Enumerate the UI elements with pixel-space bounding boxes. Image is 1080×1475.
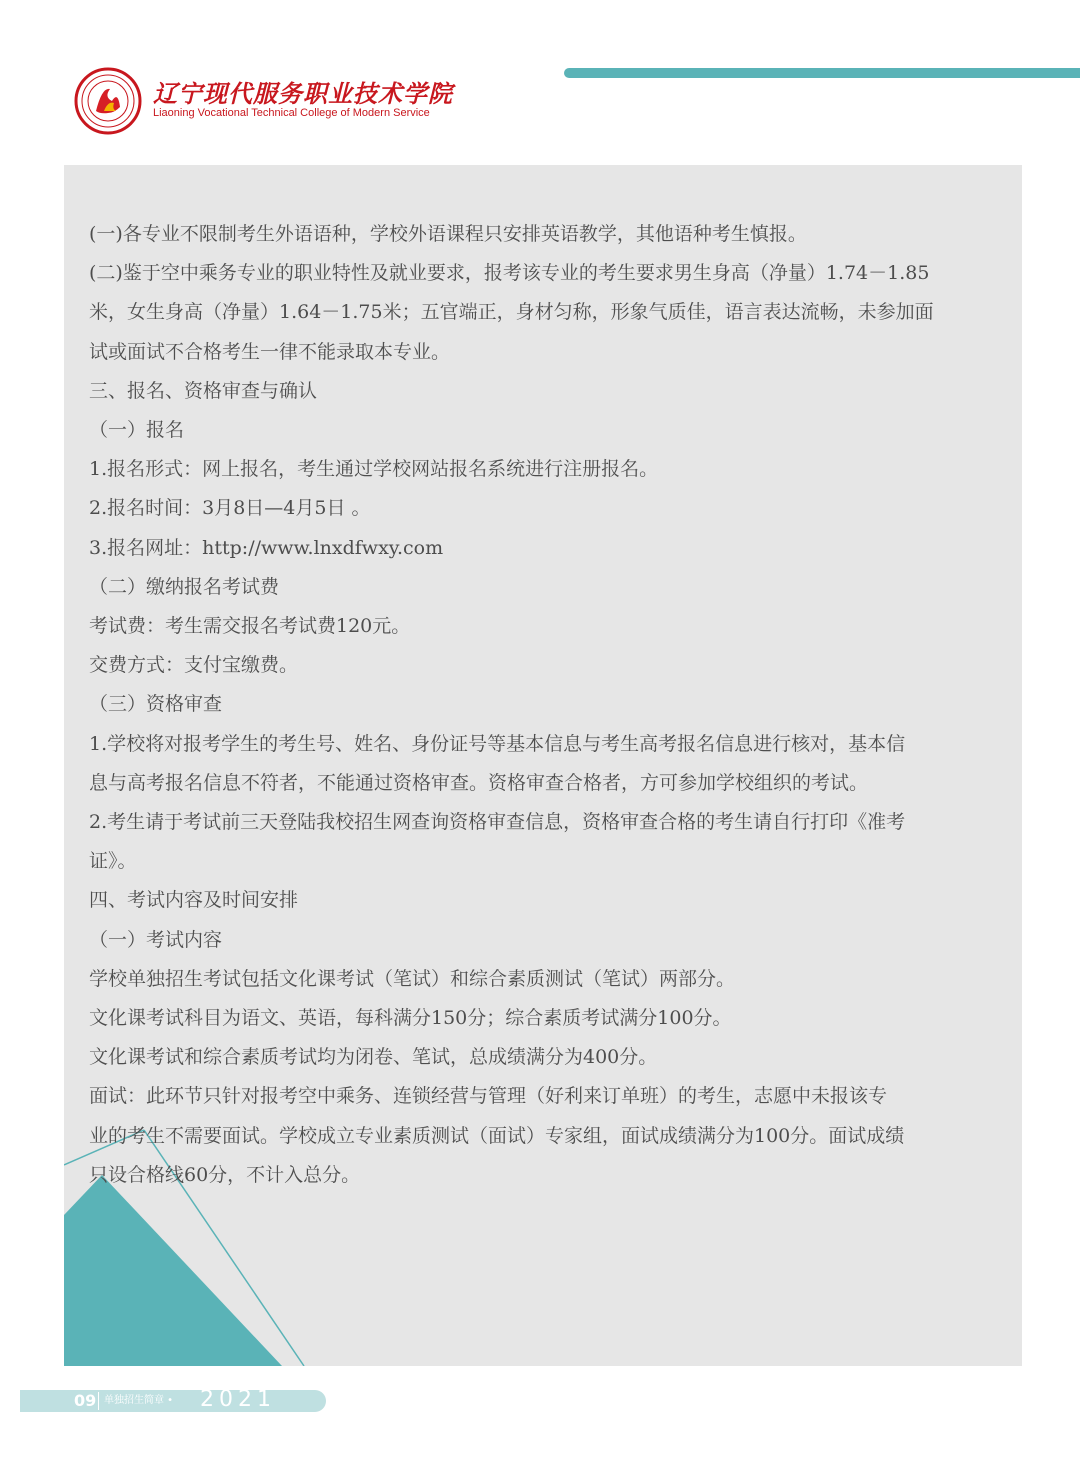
text-line: 交费方式：支付宝缴费。 xyxy=(89,654,299,677)
subsection-heading: （二）缴纳报名考试费 xyxy=(89,575,280,598)
header-accent-bar xyxy=(564,68,1080,78)
page-number: 09 xyxy=(74,1391,97,1410)
subsection-heading: （一）考试内容 xyxy=(89,928,223,951)
text-line: 业的考生不需要面试。学校成立专业素质测试（面试）专家组，面试成绩满分为100分。面试成绩 xyxy=(89,1124,905,1147)
footer-year: 2021 xyxy=(200,1387,276,1412)
text-line: 面试：此环节只针对报考空中乘务、连锁经营与管理（好利来订单班）的考生，志愿中未报该专 xyxy=(89,1085,888,1108)
text-line: 2.考生请于考试前三天登陆我校招生网查询资格审查信息，资格审查合格的考生请自行打印《准考 xyxy=(89,811,906,834)
text-line: 息与高考报名信息不符者，不能通过资格审查。资格审查合格者，方可参加学校组织的考试。 xyxy=(89,771,869,794)
text-line: 1.学校将对报考学生的考生号、姓名、身份证号等基本信息与考生高考报名信息进行核对，基本信 xyxy=(89,732,906,755)
text-line: 2.报名时间：3月8日—4月5日 。 xyxy=(89,497,371,520)
text-line: 文化课考试和综合素质考试均为闭卷、笔试，总成绩满分为400分。 xyxy=(89,1046,658,1069)
section-heading: 四、考试内容及时间安排 xyxy=(89,889,299,912)
college-name-english: Liaoning Vocational Technical College of Modern Service xyxy=(153,107,430,119)
section-heading: 三、报名、资格审查与确认 xyxy=(89,379,318,402)
college-name-chinese: 辽宁现代服务职业技术学院 xyxy=(153,79,453,108)
registration-url[interactable]: 3.报名网址：http://www.lnxdfwxy.com xyxy=(89,536,444,559)
text-line: 考试费：考生需交报名考试费120元。 xyxy=(89,615,411,638)
admission-text xyxy=(89,215,1009,1195)
text-line: 只设合格线60分，不计入总分。 xyxy=(89,1163,361,1186)
text-line: (一)各专业不限制考生外语语种，学校外语课程只安排英语教学，其他语种考生慎报。 xyxy=(89,223,807,245)
text-line: 学校单独招生考试包括文化课考试（笔试）和综合素质测试（笔试）两部分。 xyxy=(89,967,736,990)
text-line: 文化课考试科目为语文、英语，每科满分150分；综合素质考试满分100分。 xyxy=(89,1007,732,1030)
text-line: 试或面试不合格考生一律不能录取本专业。 xyxy=(89,340,451,363)
subsection-heading: （一）报名 xyxy=(89,419,185,442)
footer-divider xyxy=(98,1392,99,1410)
text-line: 证》。 xyxy=(89,850,137,873)
text-line: (二)鉴于空中乘务专业的职业特性及就业要求，报考该专业的考生要求男生身高（净量）1.74－1.85 xyxy=(89,262,930,285)
content-panel xyxy=(64,165,1022,1366)
college-seal-logo xyxy=(74,67,142,135)
text-line: 米，女生身高（净量）1.64－1.75米；五官端正，身材匀称，形象气质佳，语言表达流畅，未参加面 xyxy=(89,301,934,324)
text-line: 1.报名形式：网上报名，考生通过学校网站报名系统进行注册报名。 xyxy=(89,458,659,481)
subsection-heading: （三）资格审查 xyxy=(89,693,223,716)
footer-title: 单独招生简章 • xyxy=(104,1395,174,1406)
